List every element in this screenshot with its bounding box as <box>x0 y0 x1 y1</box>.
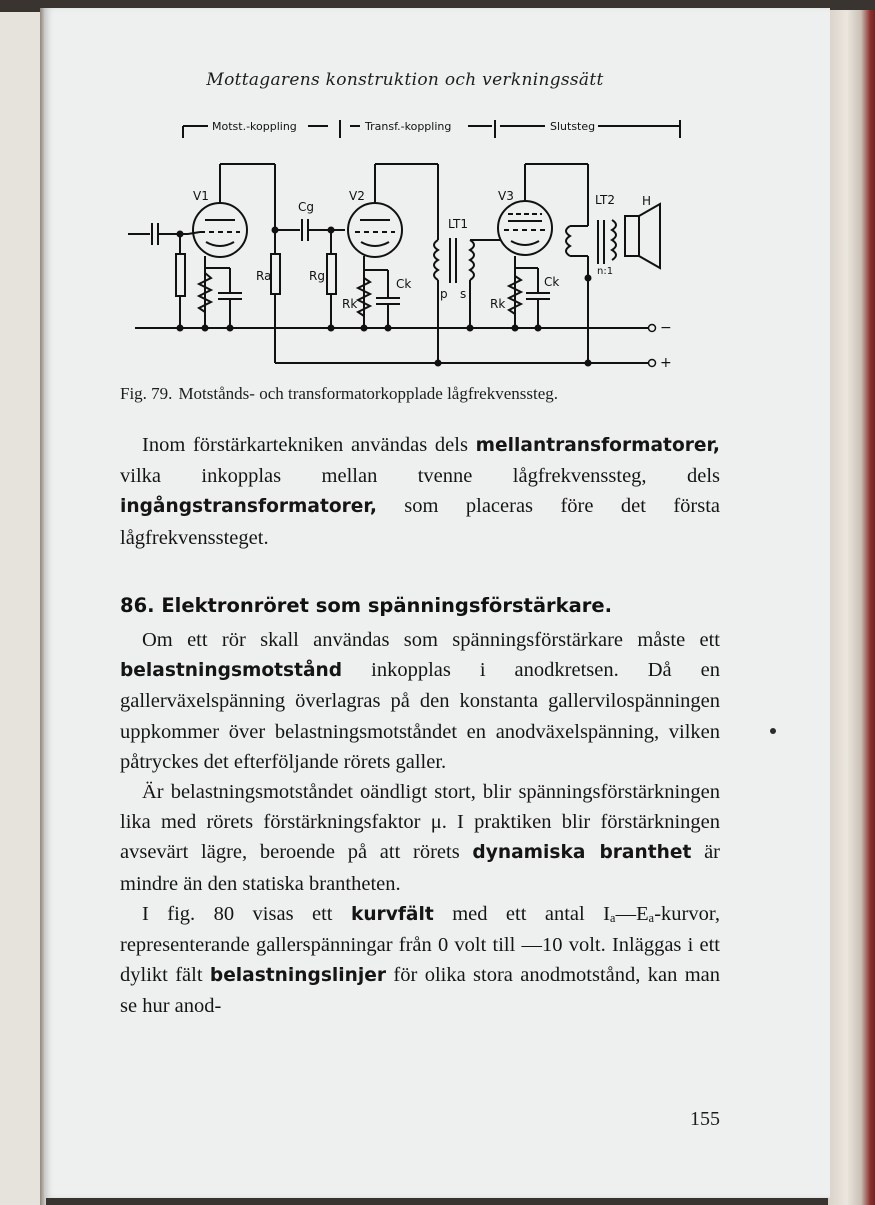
label-ra: Ra <box>256 269 272 283</box>
tube-v1 <box>193 203 247 257</box>
label-lt2: LT2 <box>595 193 615 207</box>
label-rk-v3: Rk <box>490 297 506 311</box>
label-ck-v2: Ck <box>396 277 412 291</box>
resistor-grid1 <box>176 254 185 296</box>
paragraph-amplification: Är belastningsmotståndet oändligt stort, blir spänningsförstärkningen lika med rörets förstärkningsfaktor μ. I praktiken blir förstärkningen avsevärt lägre, beroende på att rörets dynamiska branthet är mindre än den statiska brantheten. <box>120 781 720 895</box>
label-motst-koppling: Motst.-koppling <box>212 120 297 133</box>
label-p: p <box>440 287 448 301</box>
paragraph-load-resistor: Om ett rör skall användas som spänningsförstärkare måste ett belastningsmotstånd inkopplas i anodkretsen. Då en gallerväxelspänning överlagras på den konstanta gallervilospänningen uppkommer över belastningsmotståndet en anodväxelspänning, vilken påtryckes det efterföljande rörets galler. <box>120 629 720 773</box>
label-lt1: LT1 <box>448 217 468 231</box>
label-ratio: n:1 <box>597 266 614 277</box>
label-v2: V2 <box>349 189 365 203</box>
plus-terminal <box>649 360 656 367</box>
label-h: H <box>642 194 652 208</box>
tube-v2 <box>348 203 402 257</box>
paragraph-curve-field: I fig. 80 visas ett kurvfält med ett antal Iₐ—Eₐ-kurvor, representerande gallerspänningar från 0 volt till —10 volt. Inläggas i ett dylikt fält belastningslinjer för olika stora anodmotstånd, kan man se hur anod- <box>120 902 721 1018</box>
speaker <box>639 204 660 268</box>
label-rk-v2: Rk <box>342 297 358 311</box>
facing-page-edge <box>0 12 41 1205</box>
label-rg: Rg <box>309 269 325 283</box>
transformer-lt1-secondary <box>470 240 474 280</box>
resistor-rg <box>327 254 336 294</box>
transformer-lt2-primary <box>566 226 570 256</box>
page-stack-edge <box>828 10 875 1205</box>
figure-number: Fig. 79. <box>120 384 173 403</box>
paragraph-transformers: Inom förstärkartekniken användas dels mellantransformatorer, vilka inkopplas mellan tvenne lågfrekvenssteg, dels ingångstransformatorer, som placeras före det första lågfrekvenssteget. <box>120 434 720 549</box>
transformer-lt1-primary <box>434 240 438 280</box>
label-s: s <box>460 287 467 301</box>
label-v3: V3 <box>498 189 514 203</box>
ink-spot <box>770 728 776 734</box>
label-v1: V1 <box>193 189 209 203</box>
tube-v3 <box>498 201 552 255</box>
circuit-diagram <box>120 108 700 378</box>
section-heading: 86. Elektronröret som spänningsförstärkare. <box>120 594 613 617</box>
label-plus: + <box>660 355 672 371</box>
running-title: Mottagarens konstruktion och verkningssätt <box>206 70 604 90</box>
figure-caption-text: Motstånds- och transformatorkopplade lågfrekvenssteg. <box>178 384 558 403</box>
section-body <box>120 625 720 1022</box>
transformer-lt2-secondary <box>612 220 616 260</box>
label-transf-koppling: Transf.-koppling <box>365 120 452 133</box>
label-minus: − <box>660 320 672 336</box>
page-number: 155 <box>690 1108 720 1130</box>
minus-terminal <box>649 325 656 332</box>
label-cg: Cg <box>298 200 314 214</box>
resistor-ra <box>271 254 280 294</box>
figure-caption <box>120 384 720 404</box>
label-slutsteg: Slutsteg <box>550 120 596 133</box>
label-ck-v3: Ck <box>544 275 560 289</box>
